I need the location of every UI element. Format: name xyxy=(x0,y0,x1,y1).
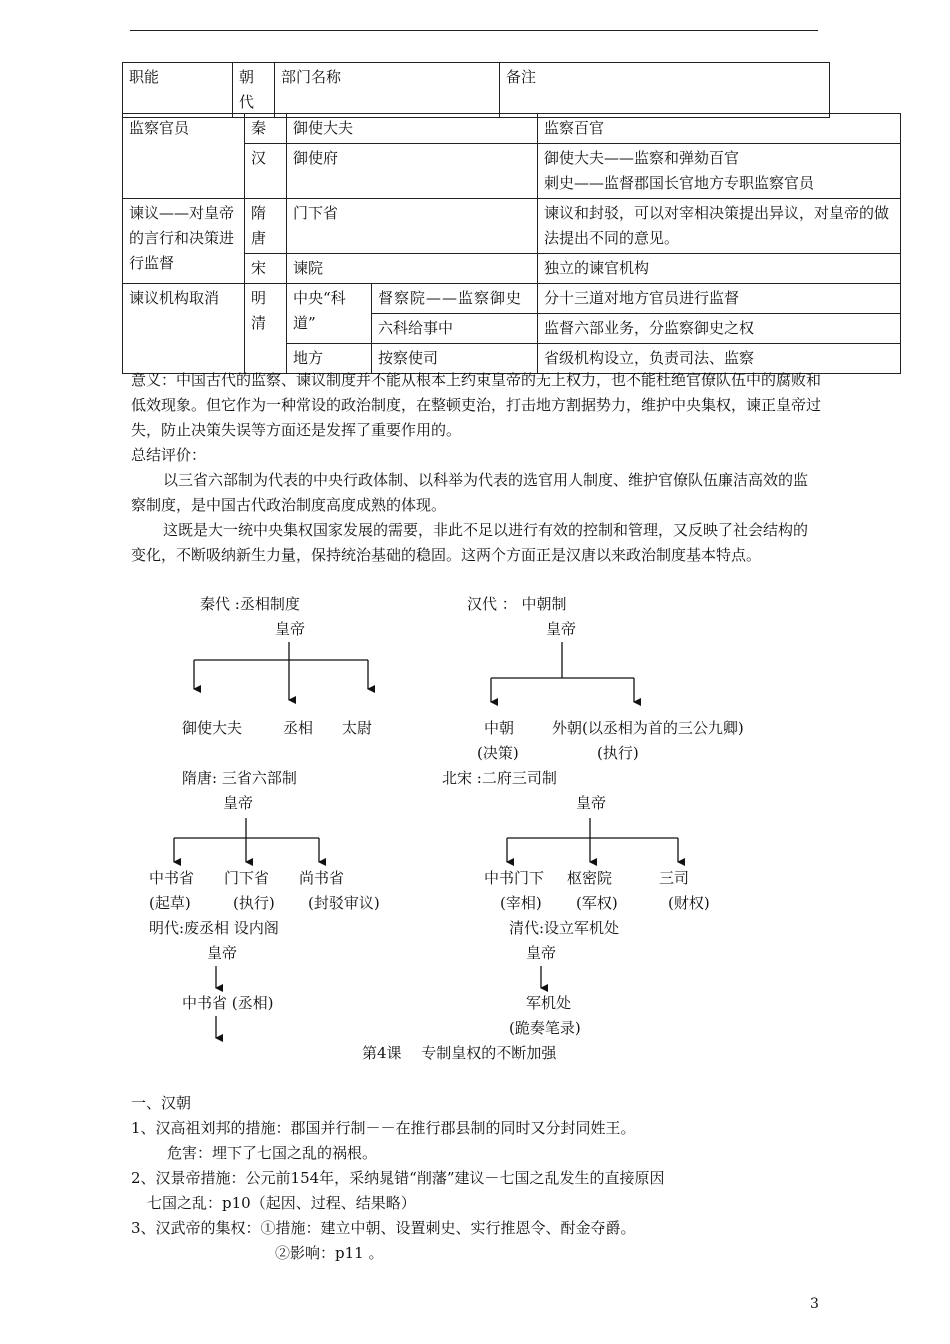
section1-line-4: 七国之乱：p10（起因、过程、结果略） xyxy=(147,1194,416,1212)
section1-line-2: 危害：埋下了七国之乱的祸根。 xyxy=(167,1144,378,1162)
qing-child-sub: (跪奏笔录) xyxy=(509,1019,581,1037)
qin-child-2: 丞相 xyxy=(283,719,314,737)
cell-note-jianchabaiguan: 监察百官 xyxy=(538,114,901,144)
beisong-sub-1: (宰相) xyxy=(500,894,542,912)
cell-function-jianyi: 谏议——对皇帝的言行和决策进行监督 xyxy=(123,199,245,284)
beisong-title: 北宋 :二府三司制 xyxy=(442,769,557,787)
cell-note-anchasi: 省级机构设立，负责司法、监察 xyxy=(538,344,901,374)
suitang-sub-3: (封驳审议) xyxy=(308,894,380,912)
section1-line-1: 1、汉高祖刘邦的措施：郡国并行制－－在推行郡县制的同时又分封同姓王。 xyxy=(131,1119,636,1137)
han-child-1-sub: (决策) xyxy=(477,744,519,762)
cell-note-liuke: 监督六部业务，分监察御史之权 xyxy=(538,314,901,344)
beisong-sub-2: (军权) xyxy=(576,894,618,912)
cell-dept-jianyuan: 谏院 xyxy=(287,254,538,284)
cell-dynasty-song: 宋 xyxy=(245,254,287,284)
summary-title: 总结评价： xyxy=(131,446,207,464)
han-child-2-sub: (执行) xyxy=(597,744,639,762)
cell-dept-ducha: 督察院——监察御史 xyxy=(372,284,538,314)
qing-title: 清代:设立军机处 xyxy=(509,919,620,937)
header-note: 备注 xyxy=(500,63,830,118)
qing-child: 军机处 xyxy=(526,994,572,1012)
qin-title: 秦代 :丞相制度 xyxy=(200,595,300,613)
suitang-sub-1: (起草) xyxy=(149,894,191,912)
ming-title: 明代:废丞相 设内阁 xyxy=(149,919,279,937)
cell-dynasty-han: 汉 xyxy=(245,144,287,199)
beisong-child-2: 枢密院 xyxy=(567,869,613,887)
han-root: 皇帝 xyxy=(546,620,577,638)
note-han-line2: 刺史——监督郡国长官地方专职监察官员 xyxy=(544,174,815,192)
beisong-child-1: 中书门下 xyxy=(484,869,545,887)
suitang-child-3: 尚书省 xyxy=(299,869,345,887)
page-number: 3 xyxy=(810,1296,819,1312)
note-han-line1: 御使大夫——监察和弹劾百官 xyxy=(544,149,740,167)
section1-heading: 一、汉朝 xyxy=(131,1094,192,1112)
cell-dept-menxiasheng: 门下省 xyxy=(287,199,538,254)
cell-function-supervise: 监察官员 xyxy=(123,114,245,199)
ming-child: 中书省 (丞相) xyxy=(182,994,274,1012)
summary-paragraph-1: 以三省六部制为代表的中央行政体制、以科举为代表的选官用人制度、维护官僚队伍廉洁高效的监察制度，是中国古代政治制度高度成熟的体现。 xyxy=(131,471,809,514)
han-child-1: 中朝 xyxy=(484,719,515,737)
cell-dept-anchasi: 按察使司 xyxy=(372,344,538,374)
cell-note-ducha: 分十三道对地方官员进行监督 xyxy=(538,284,901,314)
qin-child-1: 御使大夫 xyxy=(182,719,243,737)
ming-root: 皇帝 xyxy=(207,944,238,962)
header-dynasty: 朝代 xyxy=(233,63,275,118)
suitang-sub-2: (执行) xyxy=(233,894,275,912)
cell-dynasty-suitang: 隋唐 xyxy=(245,199,287,254)
beisong-sub-3: (财权) xyxy=(668,894,710,912)
qing-root: 皇帝 xyxy=(526,944,557,962)
han-title: 汉代 ： 中朝制 xyxy=(467,595,567,613)
beisong-root: 皇帝 xyxy=(576,794,607,812)
cell-dept-yushidafu: 御使大夫 xyxy=(287,114,538,144)
header-department: 部门名称 xyxy=(275,63,500,118)
cell-dynasty-qin: 秦 xyxy=(245,114,287,144)
suitang-root: 皇帝 xyxy=(223,794,254,812)
han-child-2: 外朝(以丞相为首的三公九卿) xyxy=(552,719,744,737)
cell-function-cancel: 谏议机构取消 xyxy=(123,284,245,374)
lesson-title: 第4课 专制皇权的不断加强 xyxy=(362,1044,557,1062)
qin-child-3: 太尉 xyxy=(342,719,373,737)
header-function: 职能 xyxy=(123,63,233,118)
cell-dept-yushifu: 御使府 xyxy=(287,144,538,199)
cell-note-suitang: 谏议和封驳，可以对宰相决策提出异议，对皇帝的做法提出不同的意见。 xyxy=(538,199,901,254)
suitang-child-2: 门下省 xyxy=(224,869,270,887)
cell-level-local: 地方 xyxy=(287,344,372,374)
summary-paragraph-2: 这既是大一统中央集权国家发展的需要，非此不足以进行有效的控制和管理，又反映了社会结构的变化，不断吸纳新生力量，保持统治基础的稳固。这两个方面正是汉唐以来政治制度基本特点。 xyxy=(131,521,809,564)
section1-line-3: 2、汉景帝措施：公元前154年，采纳晁错“削藩”建议－七国之乱发生的直接原因 xyxy=(131,1169,665,1187)
cell-dept-liuke: 六科给事中 xyxy=(372,314,538,344)
cell-note-song: 独立的谏官机构 xyxy=(538,254,901,284)
suitang-title: 隋唐: 三省六部制 xyxy=(182,769,297,787)
suitang-child-1: 中书省 xyxy=(149,869,195,887)
qin-root: 皇帝 xyxy=(275,620,306,638)
beisong-child-3: 三司 xyxy=(659,869,690,887)
cell-dynasty-mingqing: 明清 xyxy=(245,284,287,374)
section1-line-6: ②影响：p11 。 xyxy=(275,1244,384,1262)
cell-level-central: 中央“科道” xyxy=(287,284,372,344)
section1-line-5: 3、汉武帝的集权：①措施：建立中朝、设置刺史、实行推恩令、酎金夺爵。 xyxy=(131,1219,636,1237)
significance-paragraph: 意义：中国古代的监察、谏议制度并不能从根本上约束皇帝的无上权力，也不能杜绝官僚队伍中的腐败和低效现象。但它作为一种常设的政治制度，在整顿吏治，打击地方割据势力，维护中央集权，谏正皇帝过失，防止决策失误等方面还是发挥了重要作用的。 xyxy=(131,371,822,439)
